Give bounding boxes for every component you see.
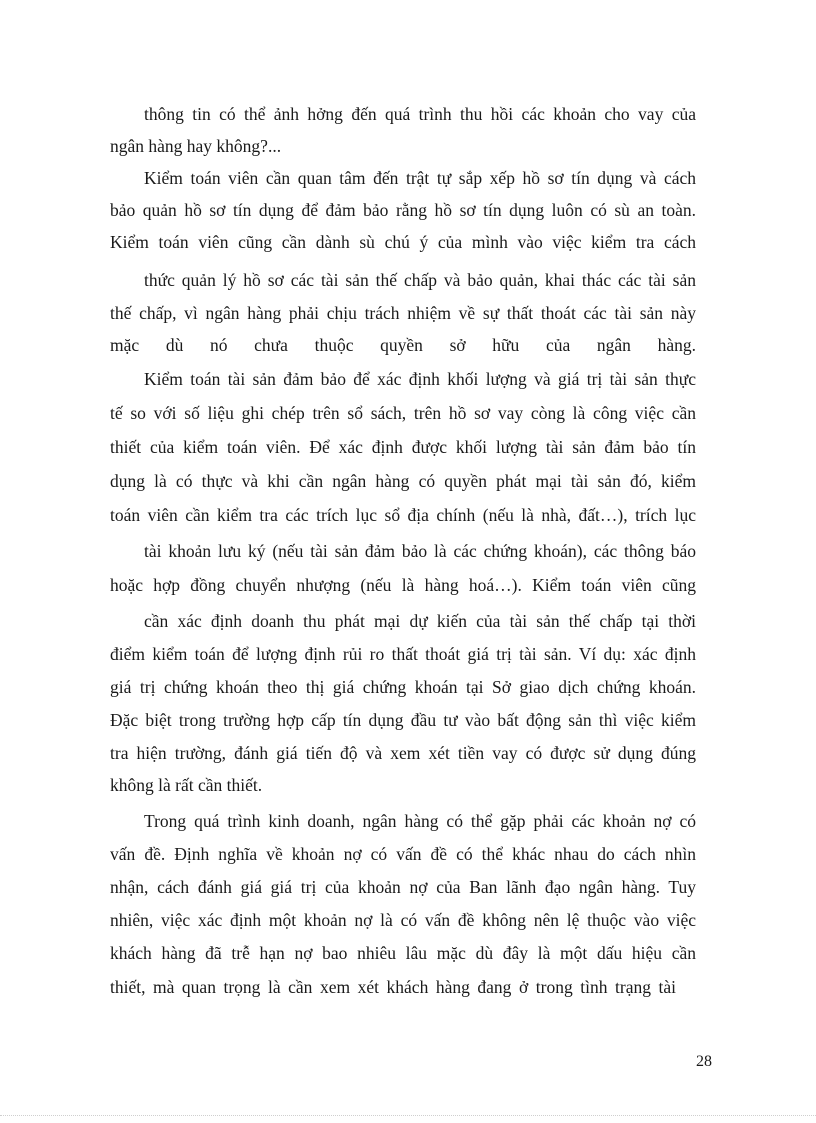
text-line: Trong quá trình kinh doanh, ngân hàng có thể gặp phải các khoản nợ có: [144, 811, 696, 831]
text-line: Kiểm toán viên cũng cần dành sù chú ý của mình vào việc kiểm tra cách: [110, 232, 696, 252]
text-line: bảo quản hồ sơ tín dụng để đảm bảo rằng hồ sơ tín dụng luôn có sù an toàn.: [110, 200, 696, 220]
text-line: nhận, cách đánh giá giá trị của khoản nợ của Ban lãnh đạo ngân hàng. Tuy: [110, 877, 696, 897]
page-number: 28: [696, 1053, 712, 1070]
text-line: tài khoản lưu ký (nếu tài sản đảm bảo là các chứng khoán), các thông báo: [144, 541, 696, 561]
text-line: cần xác định doanh thu phát mại dự kiến của tài sản thế chấp tại thời: [144, 611, 696, 631]
text-line: thiết của kiểm toán viên. Để xác định được khối lượng tài sản đảm bảo tín: [110, 437, 696, 457]
text-line: tế so với số liệu ghi chép trên sổ sách, trên hồ sơ vay còng là công việc cần: [110, 403, 696, 423]
text-line: ngân hàng hay không?...: [110, 136, 282, 156]
text-line: Kiểm toán tài sản đảm bảo để xác định khối lượng và giá trị tài sản thực: [144, 369, 696, 389]
text-line: toán viên cần kiểm tra các trích lục sổ địa chính (nếu là nhà, đất…), trích lục: [110, 505, 696, 525]
text-line: khách hàng đã trễ hạn nợ bao nhiêu lâu mặc dù đây là một dấu hiệu cần: [110, 943, 696, 963]
text-line: thế chấp, vì ngân hàng phải chịu trách nhiệm về sự thất thoát các tài sản này: [110, 303, 696, 323]
text-line: Đặc biệt trong trường hợp cấp tín dụng đầu tư vào bất động sản thì việc kiểm: [110, 710, 696, 730]
text-line: thức quản lý hồ sơ các tài sản thế chấp và bảo quản, khai thác các tài sản: [144, 270, 696, 290]
text-line: giá trị chứng khoán theo thị giá chứng khoán tại Sở giao dịch chứng khoán.: [110, 677, 696, 697]
text-line: không là rất cần thiết.: [110, 775, 263, 795]
text-line: thông tin có thể ảnh hởng đến quá trình thu hồi các khoản cho vay của: [144, 104, 696, 124]
page-bottom-border: [0, 1115, 816, 1116]
text-line: Kiểm toán viên cần quan tâm đến trật tự sắp xếp hồ sơ tín dụng và cách: [144, 168, 696, 188]
text-line: thiết, mà quan trọng là cần xem xét khách hàng đang ở trong tình trạng tài: [110, 977, 676, 997]
text-line: dụng là có thực và khi cần ngân hàng có quyền phát mại tài sản đó, kiểm: [110, 471, 696, 491]
text-line: vấn đề. Định nghĩa về khoản nợ có vấn đề có thể khác nhau do cách nhìn: [110, 844, 696, 864]
text-line: tra hiện trường, đánh giá tiến độ và xem xét tiền vay có được sử dụng đúng: [110, 743, 696, 763]
text-line: hoặc hợp đồng chuyển nhượng (nếu là hàng hoá…). Kiểm toán viên cũng: [110, 575, 696, 595]
text-line: điểm kiểm toán để lượng định rủi ro thất thoát giá trị tài sản. Ví dụ: xác định: [110, 644, 696, 664]
text-line: nhiên, việc xác định một khoản nợ là có vấn đề không nên lệ thuộc vào việc: [110, 910, 696, 930]
text-line: mặc dù nó chưa thuộc quyền sở hữu của ngân hàng.: [110, 335, 696, 355]
